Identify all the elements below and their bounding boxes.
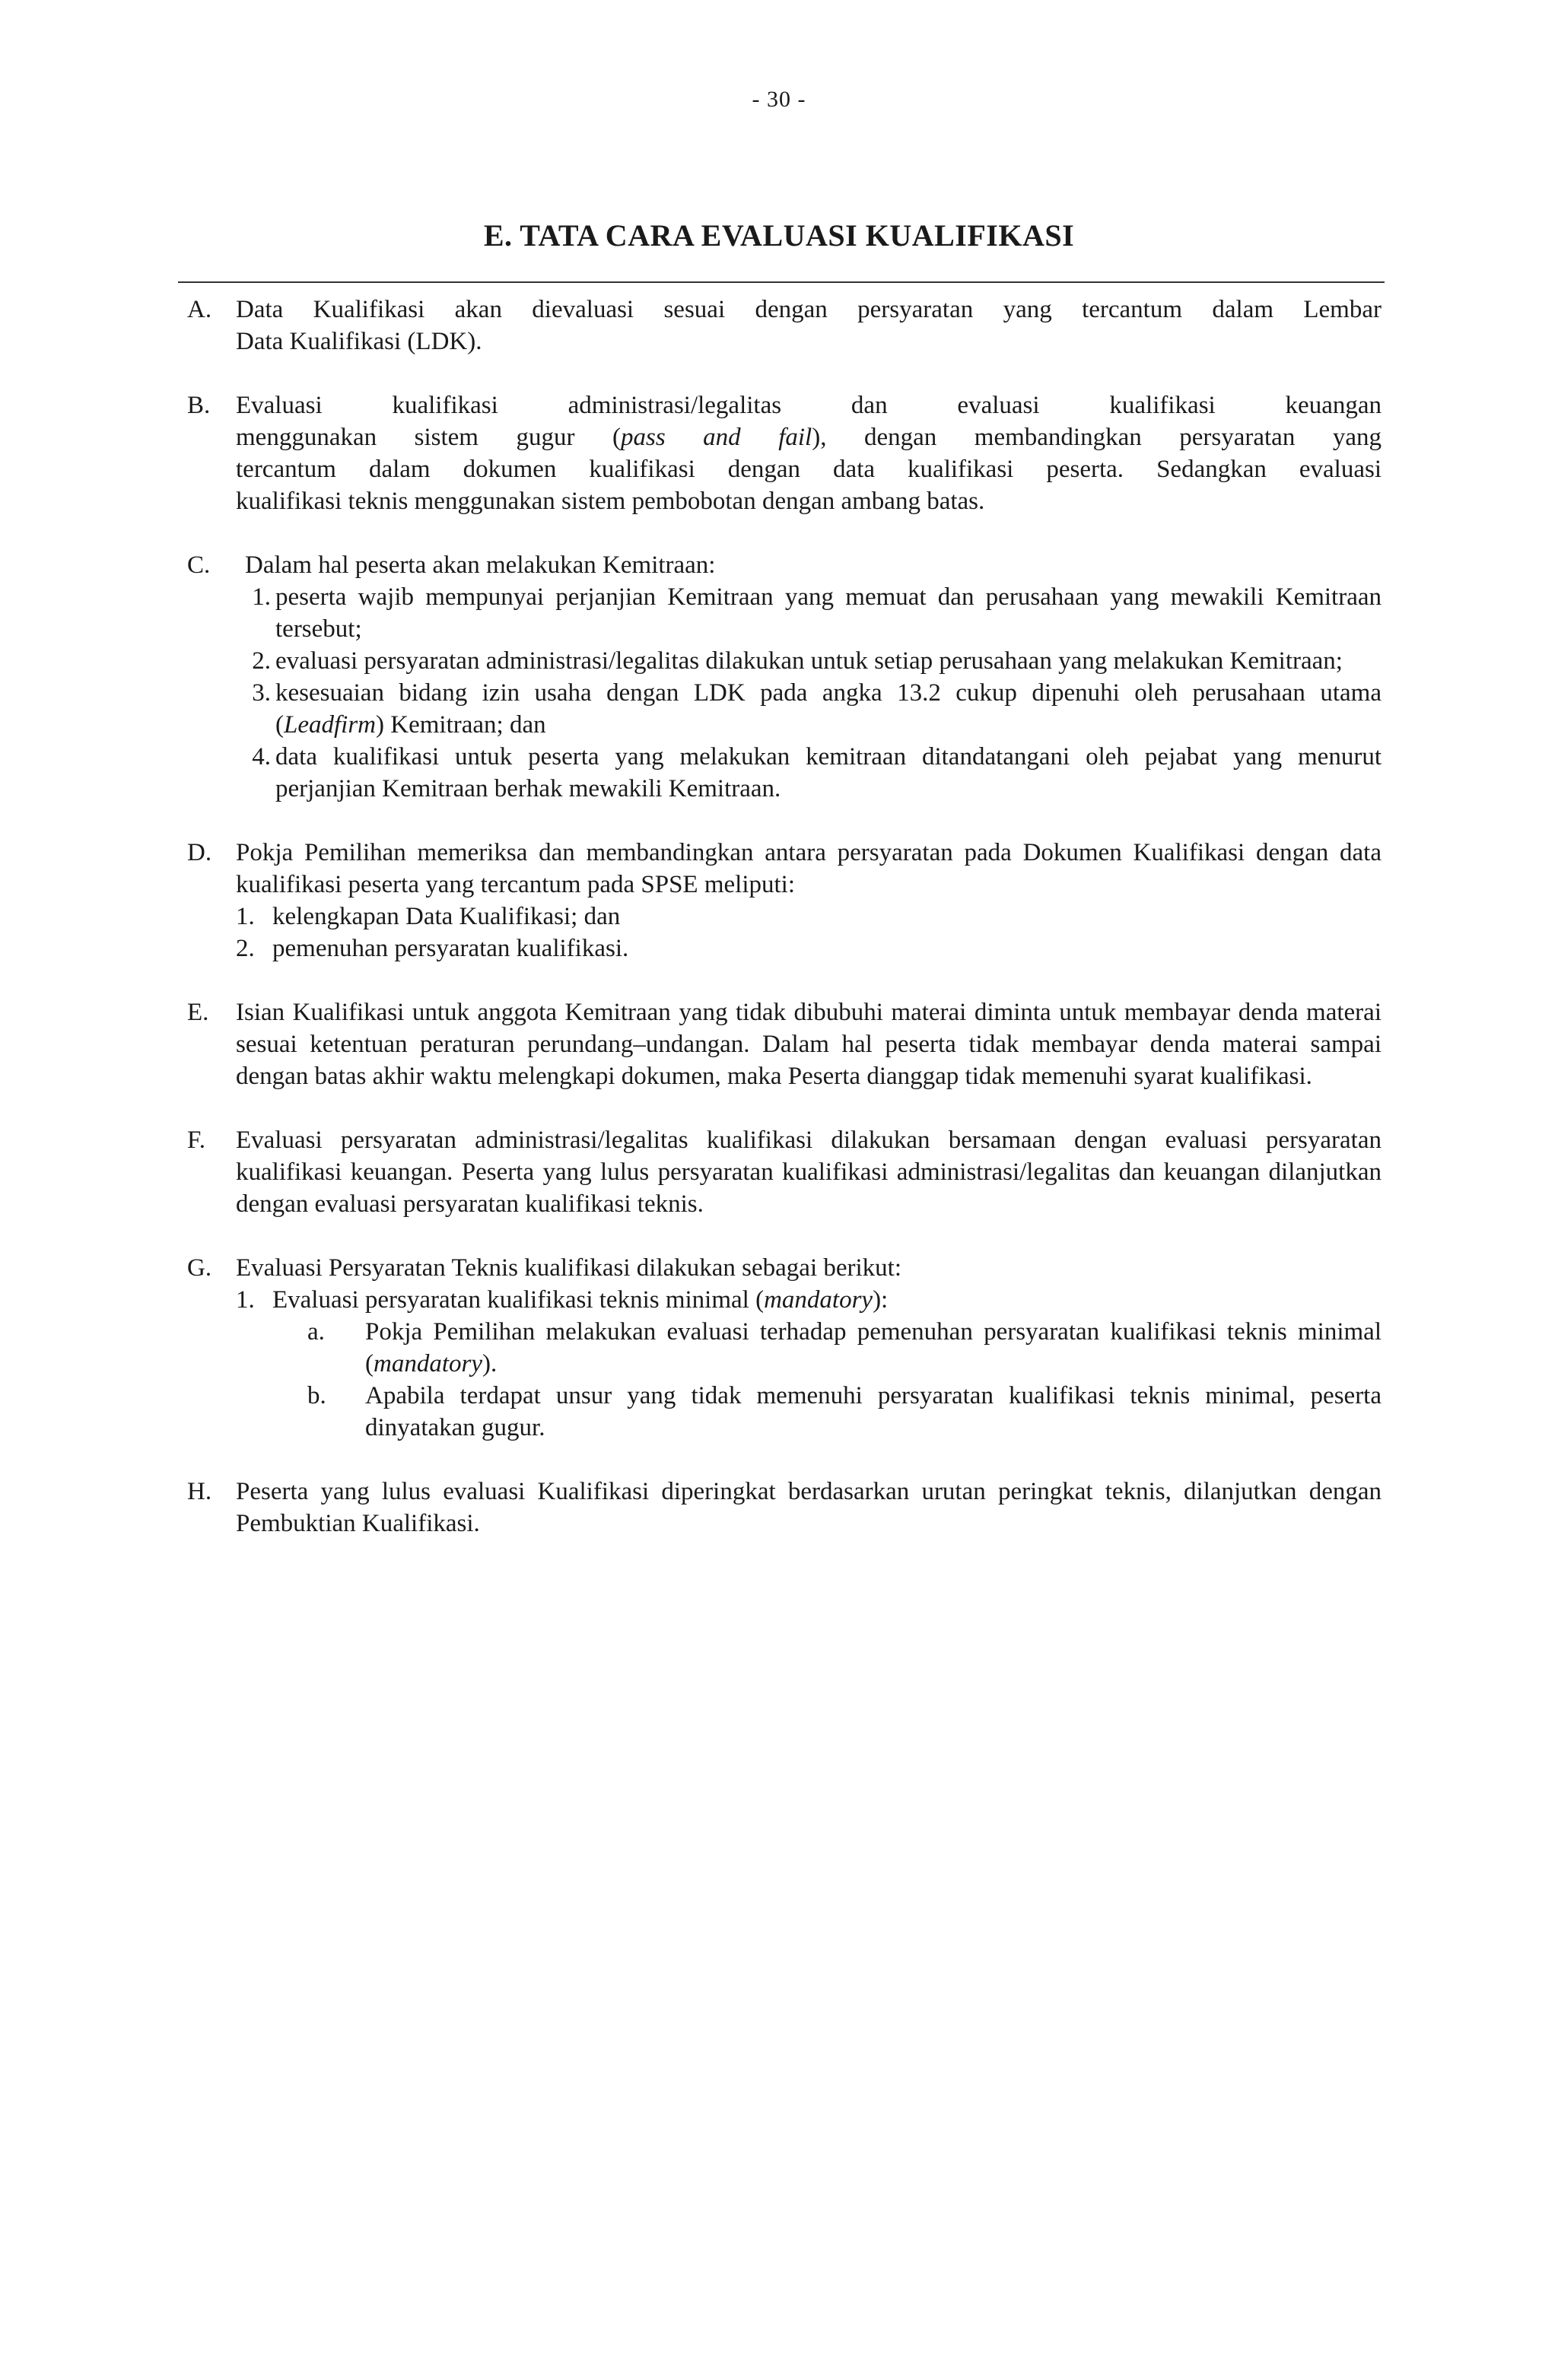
section-a	[0, 294, 1558, 357]
sub-list-item: a. Pokja Pemilihan melakukan evaluasi terhadap pemenuhan persyaratan kualifikasi teknis minimal (mandatory).	[307, 1318, 1382, 1377]
section-e-body: Isian Kualifikasi untuk anggota Kemitraan yang tidak dibubuhi materai diminta untuk membayar denda materai sesuai ketentuan peraturan perundang–undangan. Dalam hal peserta tidak membayar denda materai sampai dengan batas akhir waktu melengkapi dokumen, maka Peserta dianggap tidak memenuhi syarat kualifikasi.	[236, 999, 1382, 1090]
list-item: 1. Evaluasi persyaratan kualifikasi teknis minimal (mandatory):	[236, 1286, 889, 1314]
section-b-line-2: menggunakan sistem gugur (pass and fail), dengan membandingkan persyaratan yang	[236, 424, 1382, 451]
list-item: 1. kelengkapan Data Kualifikasi; dan	[236, 903, 621, 930]
title-divider	[178, 281, 1385, 283]
section-a-line-2: Data Kualifikasi (LDK).	[236, 328, 482, 355]
section-b	[0, 389, 1558, 517]
leadfirm-term: Leadfirm	[284, 711, 377, 739]
section-e	[0, 996, 1558, 1092]
sub-list-item: b. Apabila terdapat unsur yang tidak memenuhi persyaratan kualifikasi teknis minimal, peserta dinyatakan gugur.	[307, 1382, 1382, 1441]
section-d-letter: D.	[187, 839, 212, 866]
list-item: 4. data kualifikasi untuk peserta yang melakukan kemitraan ditandatangani oleh pejabat yang menurut perjanjian Kemitraan berhak mewakili Kemitraan.	[252, 743, 1382, 802]
section-g-letter: G.	[187, 1254, 212, 1282]
section-b-line-1: Evaluasi kualifikasi administrasi/legalitas dan evaluasi kualifikasi keuangan	[236, 392, 1382, 419]
list-item: 2. evaluasi persyaratan administrasi/legalitas dilakukan untuk setiap perusahaan yang melakukan Kemitraan;	[252, 647, 1343, 675]
section-d	[0, 837, 1558, 964]
section-h-letter: H.	[187, 1478, 212, 1505]
document-body	[0, 294, 1558, 1571]
mandatory-term: mandatory	[374, 1350, 482, 1377]
section-title: E. TATA CARA EVALUASI KUALIFIKASI	[483, 218, 1075, 253]
section-g-intro: Evaluasi Persyaratan Teknis kualifikasi dilakukan sebagai berikut:	[236, 1254, 901, 1282]
section-b-line-4: kualifikasi teknis menggunakan sistem pembobotan dengan ambang batas.	[236, 488, 985, 515]
list-item: 2. pemenuhan persyaratan kualifikasi.	[236, 935, 629, 962]
section-f	[0, 1124, 1558, 1220]
section-a-letter: A.	[187, 296, 212, 323]
list-item: 1. peserta wajib mempunyai perjanjian Kemitraan yang memuat dan perusahaan yang mewakili Kemitraan tersebut;	[252, 583, 1382, 643]
section-h	[0, 1476, 1558, 1540]
section-c-intro: Dalam hal peserta akan melakukan Kemitraan:	[245, 551, 716, 579]
section-b-letter: B.	[187, 392, 211, 419]
page-number: - 30 -	[752, 87, 806, 112]
mandatory-term: mandatory	[764, 1286, 873, 1314]
section-g	[0, 1252, 1558, 1444]
pass-and-fail-term: pass and fail	[620, 424, 812, 451]
section-d-body: Pokja Pemilihan memeriksa dan membandingkan antara persyaratan pada Dokumen Kualifikasi dengan data kualifikasi peserta yang tercantum pada SPSE meliputi:	[236, 839, 1382, 898]
section-c	[0, 549, 1558, 805]
section-a-line-1: Data Kualifikasi akan dievaluasi sesuai dengan persyaratan yang tercantum dalam Lembar	[236, 296, 1382, 323]
section-f-body: Evaluasi persyaratan administrasi/legalitas kualifikasi dilakukan bersamaan dengan evaluasi persyaratan kualifikasi keuangan. Peserta yang lulus persyaratan kualifikasi administrasi/legalitas dan keuangan dilanjutkan dengan evaluasi persyaratan kualifikasi teknis.	[236, 1126, 1382, 1218]
section-c-letter: C.	[187, 551, 211, 579]
section-e-letter: E.	[187, 999, 209, 1026]
section-f-letter: F.	[187, 1126, 205, 1154]
section-h-body: Peserta yang lulus evaluasi Kualifikasi diperingkat berdasarkan urutan peringkat teknis, dilanjutkan dengan Pembuktian Kualifikasi.	[236, 1478, 1382, 1537]
section-b-line-3: tercantum dalam dokumen kualifikasi dengan data kualifikasi peserta. Sedangkan evaluasi	[236, 456, 1382, 483]
list-item: 3. kesesuaian bidang izin usaha dengan LDK pada angka 13.2 cukup dipenuhi oleh perusahaan utama (Leadfirm) Kemitraan; dan	[252, 679, 1382, 739]
